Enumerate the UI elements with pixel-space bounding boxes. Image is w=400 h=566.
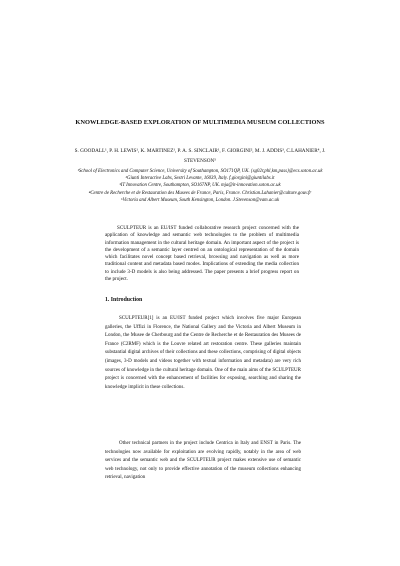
affiliation-1: ¹School of Electronics and Computer Science, University of Southampton, SO171QP, UK. {sg02r,phl,km,pass}@ecs.soton.ac.uk [77,169,323,174]
affiliation-2: ²Giunti Interactive Labs, Sestri Levante, 16039, Italy. f.giorgini@giuntilabs.it [125,176,275,182]
abstract: SCULPTEUR is an EU/IST funded collaborative research project concerned with the application of knowledge and semantic web technologies to the problem of multimedia information management in the cultural heritage domain. An important aspect of the project is the development of a semantic layer centred on an ontological representation of the domain which facilitates novel concept based retrieval, browsing and navigation as well as more traditional content and metadata based modes. Implications of extending the media collection to include 3-D models is also being addressed. The paper presents a brief progress report on the project. [105,225,299,283]
author-list: S. GOODALL¹, P. H. LEWIS¹, K. MARTINEZ¹, P. A. S. SINCLAIR¹, F. GIORGINI², M. J. ADDIS³, C.LAHANIER⁴, J. STEVENSON⁵ [74,148,326,164]
affiliation-5: ⁵Victoria and Albert Museum, South Kensington, London. J.Stevenson@vam.ac.uk [120,197,280,203]
section-heading: 1. Introduction [105,297,143,303]
body-paragraph-1: SCULPTEUR[1] is an EU/IST funded project which involves five major European galleries, the Uffizi in Florence, the National Gallery and the Victoria and Albert Museum in London, the Musee de Cherbourg and the Centre de Recherche et de Restauration des Musees de France (C2RMF) which is the Louvre related art restoration centre. These galleries maintain substantial digital archives of their collections and these collections, comprising of digital objects (images, 3-D models and videos together with textual information and metadata) are very rich sources of knowledge in the cultural heritage domain. One of the main aims of the SCULPTEUR project is concerned with the enhancement of facilities for exposing, searching and sharing the knowledge implicit in these collections. [105,316,301,390]
body-paragraph-2: Other technical partners in the project include Centrica in Italy and ENST in Paris. The technologies now available for exploitation are evolving rapidly, notably in the area of web services and the semantic web and the SCULPTEUR project makes extensive use of semantic web technology, not only to provide effective annotation of the museum collections enhancing retrieval, navigation [105,441,301,481]
affiliation-3: ³IT Innovation Centre, Southampton, SO167NP, UK. mja@it-innovation.soton.ac.uk [119,183,281,189]
paper-title: KNOWLEDGE-BASED EXPLORATION OF MULTIMEDIA MUSEUM COLLECTIONS [75,119,325,126]
affiliation-4: ⁴Centre de Recherche et de Restauration des Musees de France, Paris, France. Christian.Lahanier@culture.gouv.fr [88,190,312,196]
affiliations [62,168,338,204]
